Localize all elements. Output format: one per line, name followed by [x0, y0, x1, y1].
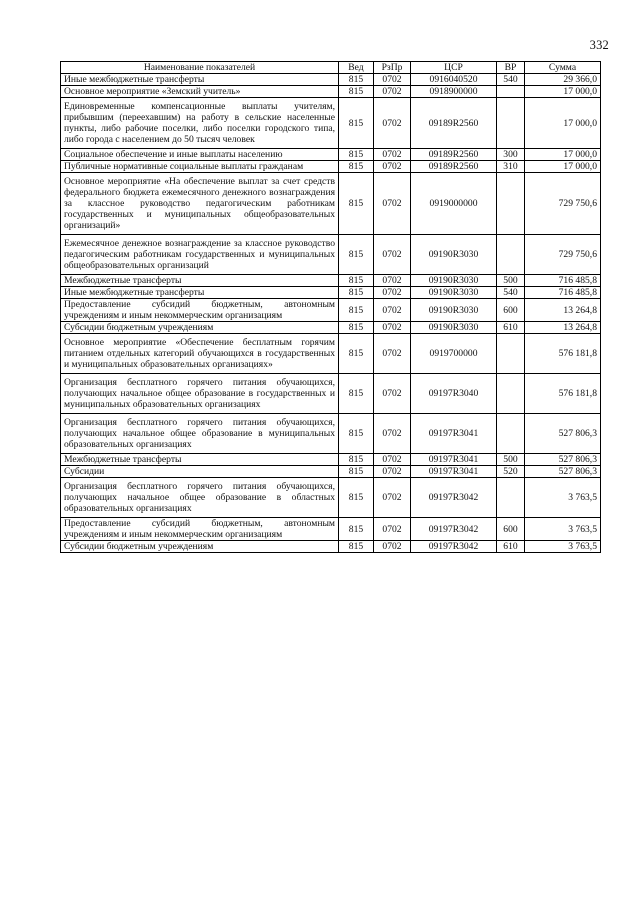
indicator-name-cell: Межбюджетные трансферты — [61, 454, 339, 466]
sum-cell: 13 264,8 — [525, 322, 601, 334]
vr-cell: 540 — [497, 74, 525, 86]
indicator-name-cell: Единовременные компенсационные выплаты учителям, прибывшим (переехавшим) на работу в сельские населенные пункты, либо рабочие поселки, либо поселки городского типа, либо города с населением до 50 тысяч человек — [61, 98, 339, 149]
rzpr-cell: 0702 — [374, 454, 411, 466]
sum-cell: 716 485,8 — [525, 287, 601, 299]
vr-cell — [497, 374, 525, 414]
indicator-name-cell: Предоставление субсидий бюджетным, автономным учреждениям и иным некоммерческим организациям — [61, 299, 339, 322]
vr-cell: 600 — [497, 518, 525, 541]
table-row — [61, 299, 601, 322]
ved-cell: 815 — [339, 86, 374, 98]
rzpr-cell: 0702 — [374, 173, 411, 235]
sum-cell: 527 806,3 — [525, 414, 601, 454]
vr-cell — [497, 173, 525, 235]
indicator-name-cell: Организация бесплатного горячего питания обучающихся, получающих начальное общее образование в муниципальных образовательных организациях — [61, 414, 339, 454]
sum-cell: 17 000,0 — [525, 161, 601, 173]
vr-cell: 500 — [497, 454, 525, 466]
csr-cell: 09197R3041 — [411, 466, 497, 478]
vr-cell: 610 — [497, 322, 525, 334]
ved-cell: 815 — [339, 374, 374, 414]
sum-cell: 13 264,8 — [525, 299, 601, 322]
indicator-name-cell: Социальное обеспечение и иные выплаты населению — [61, 149, 339, 161]
table-row — [61, 74, 601, 86]
ved-cell: 815 — [339, 518, 374, 541]
table-row — [61, 173, 601, 235]
csr-cell: 09197R3041 — [411, 454, 497, 466]
ved-cell: 815 — [339, 541, 374, 553]
table-row — [61, 518, 601, 541]
table-row — [61, 541, 601, 553]
sum-cell: 17 000,0 — [525, 86, 601, 98]
table-body — [61, 74, 601, 553]
header-rzpr: РзПр — [374, 62, 411, 74]
sum-cell: 527 806,3 — [525, 454, 601, 466]
csr-cell: 09190R3030 — [411, 235, 497, 275]
rzpr-cell: 0702 — [374, 518, 411, 541]
sum-cell: 527 806,3 — [525, 466, 601, 478]
ved-cell: 815 — [339, 275, 374, 287]
page-number: 332 — [589, 38, 609, 52]
csr-cell: 09189R2560 — [411, 98, 497, 149]
csr-cell: 09197R3041 — [411, 414, 497, 454]
table-row — [61, 275, 601, 287]
indicator-name-cell: Организация бесплатного горячего питания обучающихся, получающих начальное общее образование в областных образовательных организациях — [61, 478, 339, 518]
sum-cell: 17 000,0 — [525, 98, 601, 149]
table-row — [61, 161, 601, 173]
csr-cell: 09189R2560 — [411, 161, 497, 173]
rzpr-cell: 0702 — [374, 287, 411, 299]
sum-cell: 716 485,8 — [525, 275, 601, 287]
ved-cell: 815 — [339, 74, 374, 86]
budget-table — [60, 61, 601, 553]
header-vr: ВР — [497, 62, 525, 74]
rzpr-cell: 0702 — [374, 98, 411, 149]
indicator-name-cell: Основное мероприятие «На обеспечение выплат за счет средств федерального бюджета ежемесячного денежного вознаграждения за классное руководство педагогическим работникам государственных и муниципальных общеобразовательных организаций» — [61, 173, 339, 235]
vr-cell — [497, 334, 525, 374]
ved-cell: 815 — [339, 478, 374, 518]
sum-cell: 729 750,6 — [525, 235, 601, 275]
csr-cell: 0916040520 — [411, 74, 497, 86]
table-row — [61, 235, 601, 275]
sum-cell: 576 181,8 — [525, 334, 601, 374]
vr-cell: 600 — [497, 299, 525, 322]
indicator-name-cell: Субсидии — [61, 466, 339, 478]
ved-cell: 815 — [339, 466, 374, 478]
ved-cell: 815 — [339, 161, 374, 173]
ved-cell: 815 — [339, 322, 374, 334]
header-ved: Вед — [339, 62, 374, 74]
indicator-name-cell: Субсидии бюджетным учреждениям — [61, 322, 339, 334]
vr-cell — [497, 235, 525, 275]
indicator-name-cell: Публичные нормативные социальные выплаты гражданам — [61, 161, 339, 173]
table-row — [61, 98, 601, 149]
csr-cell: 09190R3030 — [411, 299, 497, 322]
ved-cell: 815 — [339, 299, 374, 322]
csr-cell: 09189R2560 — [411, 149, 497, 161]
rzpr-cell: 0702 — [374, 374, 411, 414]
vr-cell: 310 — [497, 161, 525, 173]
rzpr-cell: 0702 — [374, 235, 411, 275]
vr-cell — [497, 478, 525, 518]
csr-cell: 09197R3040 — [411, 374, 497, 414]
sum-cell: 29 366,0 — [525, 74, 601, 86]
sum-cell: 17 000,0 — [525, 149, 601, 161]
csr-cell: 0919700000 — [411, 334, 497, 374]
sum-cell: 3 763,5 — [525, 518, 601, 541]
table-row — [61, 454, 601, 466]
csr-cell: 09197R3042 — [411, 518, 497, 541]
indicator-name-cell: Основное мероприятие «Обеспечение бесплатным горячим питанием отдельных категорий обучающихся в государственных и муниципальных образовательных организациях» — [61, 334, 339, 374]
table-row — [61, 149, 601, 161]
indicator-name-cell: Субсидии бюджетным учреждениям — [61, 541, 339, 553]
indicator-name-cell: Межбюджетные трансферты — [61, 275, 339, 287]
table-row — [61, 86, 601, 98]
csr-cell: 09197R3042 — [411, 478, 497, 518]
rzpr-cell: 0702 — [374, 478, 411, 518]
sum-cell: 3 763,5 — [525, 541, 601, 553]
table-header-row — [61, 62, 601, 74]
ved-cell: 815 — [339, 414, 374, 454]
indicator-name-cell: Иные межбюджетные трансферты — [61, 287, 339, 299]
indicator-name-cell: Предоставление субсидий бюджетным, автономным учреждениям и иным некоммерческим организациям — [61, 518, 339, 541]
vr-cell — [497, 98, 525, 149]
rzpr-cell: 0702 — [374, 541, 411, 553]
table-row — [61, 287, 601, 299]
csr-cell: 09190R3030 — [411, 275, 497, 287]
vr-cell: 610 — [497, 541, 525, 553]
csr-cell: 09197R3042 — [411, 541, 497, 553]
vr-cell: 520 — [497, 466, 525, 478]
sum-cell: 576 181,8 — [525, 374, 601, 414]
sum-cell: 3 763,5 — [525, 478, 601, 518]
rzpr-cell: 0702 — [374, 414, 411, 454]
csr-cell: 0918900000 — [411, 86, 497, 98]
ved-cell: 815 — [339, 334, 374, 374]
rzpr-cell: 0702 — [374, 74, 411, 86]
rzpr-cell: 0702 — [374, 149, 411, 161]
vr-cell — [497, 86, 525, 98]
ved-cell: 815 — [339, 149, 374, 161]
ved-cell: 815 — [339, 98, 374, 149]
ved-cell: 815 — [339, 287, 374, 299]
csr-cell: 09190R3030 — [411, 322, 497, 334]
rzpr-cell: 0702 — [374, 334, 411, 374]
table-row — [61, 374, 601, 414]
csr-cell: 09190R3030 — [411, 287, 497, 299]
table-row — [61, 466, 601, 478]
indicator-name-cell: Иные межбюджетные трансферты — [61, 74, 339, 86]
vr-cell: 300 — [497, 149, 525, 161]
header-csr: ЦСР — [411, 62, 497, 74]
ved-cell: 815 — [339, 454, 374, 466]
vr-cell: 540 — [497, 287, 525, 299]
indicator-name-cell: Организация бесплатного горячего питания обучающихся, получающих начальное общее образование в государственных и муниципальных образовательных организациях — [61, 374, 339, 414]
sum-cell: 729 750,6 — [525, 173, 601, 235]
indicator-name-cell: Основное мероприятие «Земский учитель» — [61, 86, 339, 98]
vr-cell: 500 — [497, 275, 525, 287]
rzpr-cell: 0702 — [374, 275, 411, 287]
rzpr-cell: 0702 — [374, 466, 411, 478]
table-row — [61, 322, 601, 334]
header-sum: Сумма — [525, 62, 601, 74]
table-row — [61, 478, 601, 518]
header-indicator-name: Наименование показателей — [61, 62, 339, 74]
indicator-name-cell: Ежемесячное денежное вознаграждение за классное руководство педагогическим работникам государственных и муниципальных общеобразовательных организаций — [61, 235, 339, 275]
rzpr-cell: 0702 — [374, 299, 411, 322]
rzpr-cell: 0702 — [374, 161, 411, 173]
ved-cell: 815 — [339, 235, 374, 275]
vr-cell — [497, 414, 525, 454]
rzpr-cell: 0702 — [374, 86, 411, 98]
table-row — [61, 334, 601, 374]
ved-cell: 815 — [339, 173, 374, 235]
csr-cell: 0919000000 — [411, 173, 497, 235]
rzpr-cell: 0702 — [374, 322, 411, 334]
table-row — [61, 414, 601, 454]
